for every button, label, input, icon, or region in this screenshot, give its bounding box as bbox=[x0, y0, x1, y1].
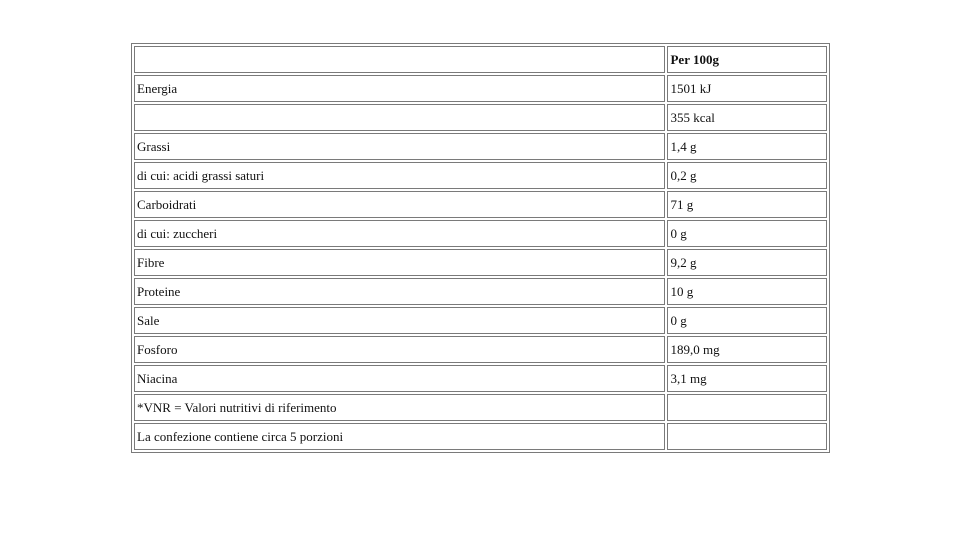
table-header-row bbox=[134, 46, 827, 73]
table-row bbox=[134, 423, 827, 450]
nutrient-label: Sale bbox=[134, 307, 665, 334]
nutrient-value: 3,1 mg bbox=[667, 365, 827, 392]
nutrient-label: Grassi bbox=[134, 133, 665, 160]
portions-label: La confezione contiene circa 5 porzioni bbox=[134, 423, 665, 450]
nutrient-value: 0 g bbox=[667, 307, 827, 334]
nutrient-label: Proteine bbox=[134, 278, 665, 305]
nutrient-label: Carboidrati bbox=[134, 191, 665, 218]
table-row bbox=[134, 162, 827, 189]
nutrient-value: 0 g bbox=[667, 220, 827, 247]
table-row bbox=[134, 307, 827, 334]
nutrient-value: 0,2 g bbox=[667, 162, 827, 189]
table-row bbox=[134, 336, 827, 363]
nutrient-label: Fibre bbox=[134, 249, 665, 276]
nutrient-value: 9,2 g bbox=[667, 249, 827, 276]
table-row bbox=[134, 249, 827, 276]
table-row bbox=[134, 394, 827, 421]
table-row bbox=[134, 104, 827, 131]
nutrient-value: 10 g bbox=[667, 278, 827, 305]
header-label-cell bbox=[134, 46, 665, 73]
nutrient-label: Niacina bbox=[134, 365, 665, 392]
nutrient-label bbox=[134, 104, 665, 131]
nutrient-label: di cui: zuccheri bbox=[134, 220, 665, 247]
table-row bbox=[134, 133, 827, 160]
table-row bbox=[134, 365, 827, 392]
footnote-label: *VNR = Valori nutritivi di riferimento bbox=[134, 394, 665, 421]
table-row bbox=[134, 75, 827, 102]
nutrient-value: 1,4 g bbox=[667, 133, 827, 160]
nutrient-value: 71 g bbox=[667, 191, 827, 218]
nutrient-label: di cui: acidi grassi saturi bbox=[134, 162, 665, 189]
nutrient-value: 189,0 mg bbox=[667, 336, 827, 363]
header-per-100g-cell: Per 100g bbox=[667, 46, 827, 73]
portions-value bbox=[667, 423, 827, 450]
footnote-value bbox=[667, 394, 827, 421]
nutrient-value: 1501 kJ bbox=[667, 75, 827, 102]
nutrient-label: Energia bbox=[134, 75, 665, 102]
table-row bbox=[134, 220, 827, 247]
nutrient-value: 355 kcal bbox=[667, 104, 827, 131]
nutrient-label: Fosforo bbox=[134, 336, 665, 363]
table-row bbox=[134, 191, 827, 218]
table-row bbox=[134, 278, 827, 305]
nutrition-table bbox=[131, 43, 830, 453]
